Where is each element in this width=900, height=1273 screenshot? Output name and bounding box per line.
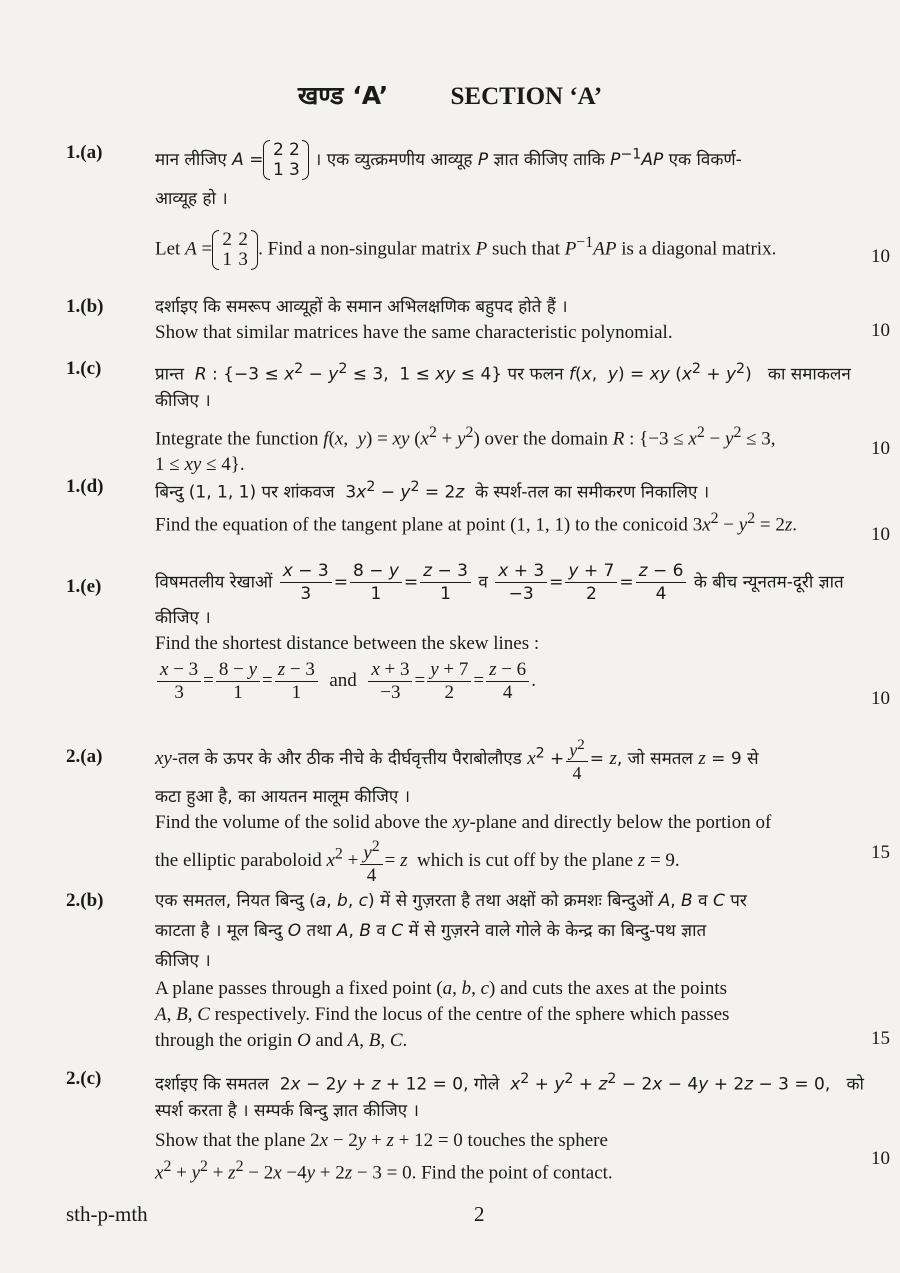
page-number: 2 <box>474 1202 485 1226</box>
marks: 10 <box>871 320 890 341</box>
question-2c-english: Show that the plane 2x − 2y + z + 12 = 0 touches the sphere <box>155 1129 608 1151</box>
question-2a-hindi: xy-तल के ऊपर के और ठीक नीचे के दीर्घवृत्तीय पैराबोलौएड $x^2$ + $\frac{y^2}{4}$ = z, जो समतल z = 9 से <box>155 734 890 784</box>
marks: 10 <box>871 246 890 267</box>
marks: 15 <box>871 1028 890 1049</box>
question-2a-english: Find the volume of the solid above the xy-plane and directly below the portion of <box>155 812 772 833</box>
marks: 15 <box>871 842 890 863</box>
section-title-english: SECTION ‘A’ <box>450 83 603 110</box>
question-1d-english: Find the equation of the tangent plane at point (1, 1, 1) to the conicoid $3x^2 - y^2 = 2z$. <box>155 509 797 535</box>
section-header <box>0 78 900 112</box>
exam-page: खण्ड ‘A’ SECTION ‘A’ 1.(a) मान लीजिए A = 2 2 1 3 । एक व्युत्क्रमणीय आव्यूह P ज्ञात कीजिए ताकि $P^{-1}AP$ एक विकर्ण- आव्यूह हो । Let A = 2 2 1 3. Find a non-singular matrix P such that $P^{-1}AP$ is a diagonal matrix. 10 1.(b) दर्शाइए कि समरूप आव्यूहों के समान अभिलक्षणिक बहुपद होते हैं । Show that similar matrices have the same characteristic polynomial. 10 1.(c) प्रान्त R : {$-3 \le x^2 - y^2 \le 3$, 1 ≤ xy ≤ 4} पर फलन f(x, y) = xy $(x^2 + y^2)$ का समाकलन कीजिए । Integrate the function f(x, y) = xy $(x^2 + y^2)$ over the domain R : {$-3 \le x^2 - y^2 \le 3$, 1 ≤ xy ≤ 4}. 10 1.(d) बिन्दु (1, 1, 1) पर शांकवज $3x^2 - y^2 = 2z$ के स्पर्श-तल का समीकरण निकालिए । Find the equation of the tangent plane at point (1, 1, 1) to the conicoid $3x^2 - y^2 = 2z$. 10 1.(e) विषमतलीय रेखाओं $\frac{x - 3}{3}$ = $\frac{8 - y}{1}$ = $\frac{z - 3}{1}$ व $\frac{x + 3}{-3}$ = $\frac{y + 7}{2}$ = $\frac{z - 6}{4}$ के बीच न्यूनतम-दूरी ज्ञात कीजिए । Find the shortest distance between the skew lines : $\frac{x - 3}{3}$ = $\frac{8 - y}{1}$ = $\frac{z - 3}{1}$ and $\frac{x + 3}{-3}$ = $\frac{y + 7}{2}$ = $\frac{z - 6}{4}$ . 10 2.(a) xy-तल के ऊपर के और ठीक नीचे के दीर्घवृत्तीय पैराबोलौएड $x^2$ + $\frac{y^2}{4}$ = z, जो समतल z = 9 से कटा हुआ है, का आयतन मालूम कीजिए । Find the volume of the solid above the xy-plane and directly below the portion of the elliptic paraboloid $x^2$ + $\frac{y^2}{4}$ = z which is cut off by the plane z = 9. 15 2.(b) एक समतल, नियत बिन्दु (a, b, c) में से गुज़रता है तथा अक्षों को क्रमशः बिन्दुओं A, B व C पर काटता है । मूल बिन्दु O तथा A, B व C में से गुज़रने वाले गोले के केन्द्र का बिन्दु-पथ ज्ञात कीजिए । A plane passes through a fixed point (a, b, c) and cuts the axes at the points A, B, C respectively. Find the locus of the centre of the sphere which passes through the origin O and A, B, C. 15 2.(c) दर्शाइए कि समतल 2x − 2y + z + 12 = 0, गोले $x^2 + y^2 + z^2 - 2x - 4y + 2z - 3 = 0$, को स्पर्श करता है । सम्पर्क बिन्दु ज्ञात कीजिए । Show that the plane 2x − 2y + z + 12 = 0 touches the sphere $x^2 + y^2 + z^2 - 2x -4y + 2z - 3 = 0$. Find the point of contact. 10 sth-p-mth 2 <box>0 0 900 1273</box>
question-2b-english: A plane passes through a fixed point (a, b, c) and cuts the axes at the points <box>155 978 727 999</box>
question-1d-hindi: बिन्दु (1, 1, 1) पर शांकवज $3x^2 - y^2 = 2z$ के स्पर्श-तल का समीकरण निकालिए । <box>155 479 710 503</box>
marks: 10 <box>871 524 890 545</box>
question-1a-hindi: मान लीजिए A = 2 2 1 3 । एक व्युत्क्रमणीय आव्यूह P ज्ञात कीजिए ताकि $P^{-1}AP$ एक विकर्ण- <box>155 140 742 180</box>
question-number: 1.(a) <box>66 142 103 163</box>
question-2b-hindi: एक समतल, नियत बिन्दु (a, b, c) में से गुज़रता है तथा अक्षों को क्रमशः बिन्दुओं A, B व C पर <box>155 891 747 911</box>
question-1a-english: Let A = 2 2 1 3. Find a non-singular matrix P such that $P^{-1}AP$ is a diagonal matrix. <box>155 229 777 270</box>
question-1e-english: Find the shortest distance between the skew lines : <box>155 633 540 654</box>
question-2c-hindi: दर्शाइए कि समतल 2x − 2y + z + 12 = 0, गोले $x^2 + y^2 + z^2 - 2x - 4y + 2z - 3 = 0$, को <box>155 1071 864 1095</box>
marks: 10 <box>871 1148 890 1169</box>
question-1c-english: Integrate the function f(x, y) = xy $(x^2 + y^2)$ over the domain R : {$-3 \le x^2 - y^2 \le 3$, <box>155 423 776 449</box>
question-1c-hindi: प्रान्त R : {$-3 \le x^2 - y^2 \le 3$, 1 ≤ xy ≤ 4} पर फलन f(x, y) = xy $(x^2 + y^2)$ का समाकलन <box>155 361 851 385</box>
question-1b-english: Show that similar matrices have the same characteristic polynomial. <box>155 322 673 343</box>
section-title-hindi: खण्ड ‘A’ <box>297 81 389 110</box>
paper-code: sth-p-mth <box>66 1202 148 1226</box>
marks: 10 <box>871 688 890 709</box>
question-1e-hindi: विषमतलीय रेखाओं $\frac{x - 3}{3}$ = $\frac{8 - y}{1}$ = $\frac{z - 3}{1}$ व $\frac{x + 3}{-3}$ = $\frac{y + 7}{2}$ = $\frac{z - 6}{4}$ के बीच न्यूनतम-दूरी ज्ञात <box>155 561 844 604</box>
question-1b-hindi: दर्शाइए कि समरूप आव्यूहों के समान अभिलक्षणिक बहुपद होते हैं । <box>155 297 568 317</box>
marks: 10 <box>871 438 890 459</box>
